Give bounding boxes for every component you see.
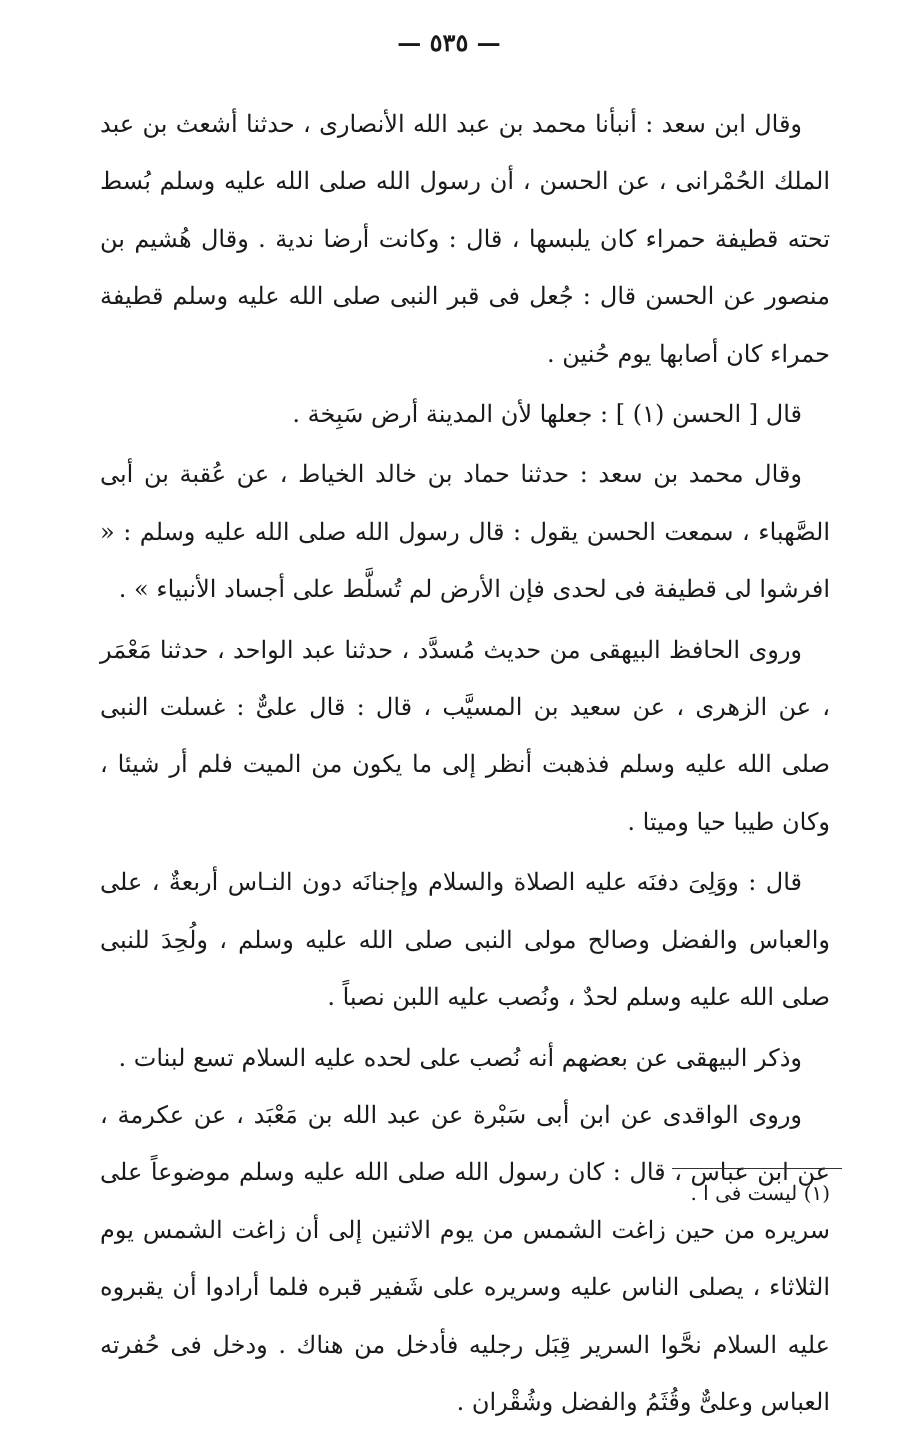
paragraph-bayhaqi-musaddad: وروى الحافظ البيهقى من حديث مُسدَّد ، حدثنا عبد الواحد ، حدثنا مَعْمَر ، عن الزهرى ، عن سعيد بن المسيَّب ، قال : قال علىٌّ : غسلت النبى صلى الله عليه وسلم فذهبت أنظر إلى ما يكون من الميت فلم أر شيئا ، وكان طيبا حيا وميتا . xyxy=(100,635,830,836)
paragraph-hasan-sabikha: قال [ الحسن (١) ] : جعلها لأن المدينة أرض سَبِخة . xyxy=(292,400,802,429)
footnote-divider xyxy=(672,1168,842,1169)
paragraph-ibn-saad-qatifa: وقال ابن سعد : أنبأنا محمد بن عبد الله الأنصارى ، حدثنا أشعث بن عبد الملك الحُمْرانى ، عن الحسن ، أن رسول الله صلى الله عليه وسلم بُسط تحته قطيفة حمراء كان يلبسها ، قال : وكانت أرضا ندية . وقال هُشيم بن منصور عن الحسن قال : جُعل فى قبر النبى صلى الله عليه وسلم قطيفة حمراء كان أصابها يوم حُنين . xyxy=(100,110,830,368)
paragraph-waqidi-ibn-abbas: وروى الواقدى عن ابن أبى سَبْرة عن عبد الله بن مَعْبَد ، عن عكرمة ، عن ابن عباس ، قال : كان رسول الله صلى الله عليه وسلم موضوعاً على سريره من حين زاغت الشمس من يوم الاثنين إلى أن زاغت الشمس يوم الثلاثاء ، يصلى الناس عليه وسريره على شَفير قبره فلما أرادوا أن يقبروه عليه السلام نحَّوا السرير قِبَل رجليه فأدخل من هناك . ودخل فى حُفرته العباس وعلىٌّ وقُثَمُ والفضل وشُقْران . xyxy=(100,1100,830,1416)
page-number: — ٥٣٥ — xyxy=(397,28,501,57)
paragraph-nine-bricks: وذكر البيهقى عن بعضهم أنه نُصب على لحده عليه السلام تسع لبنات . xyxy=(118,1043,802,1072)
main-text xyxy=(100,96,830,1431)
paragraph-burial-four: قال : ووَلِىَ دفنَه عليه الصلاة والسلام وإجنانَه دون النـاس أربعةٌ ، على والعباس والفضل وصالح مولى النبى صلى الله عليه وسلم ، ولُحِدَ للنبى صلى الله عليه وسلم لحدٌ ، ونُصب عليه اللبن نصباً . xyxy=(100,868,830,1012)
paragraph-muhammad-ibn-saad: وقال محمد بن سعد : حدثنا حماد بن خالد الخياط ، عن عُقبة بن أبى الصَّهباء ، سمعت الحسن يقول : قال رسول الله صلى الله عليه وسلم : « افرشوا لى قطيفة فى لحدى فإن الأرض لم تُسلَّط على أجساد الأنبياء » . xyxy=(100,460,830,604)
footnote: (١) ليست فى ا . xyxy=(690,1181,830,1205)
